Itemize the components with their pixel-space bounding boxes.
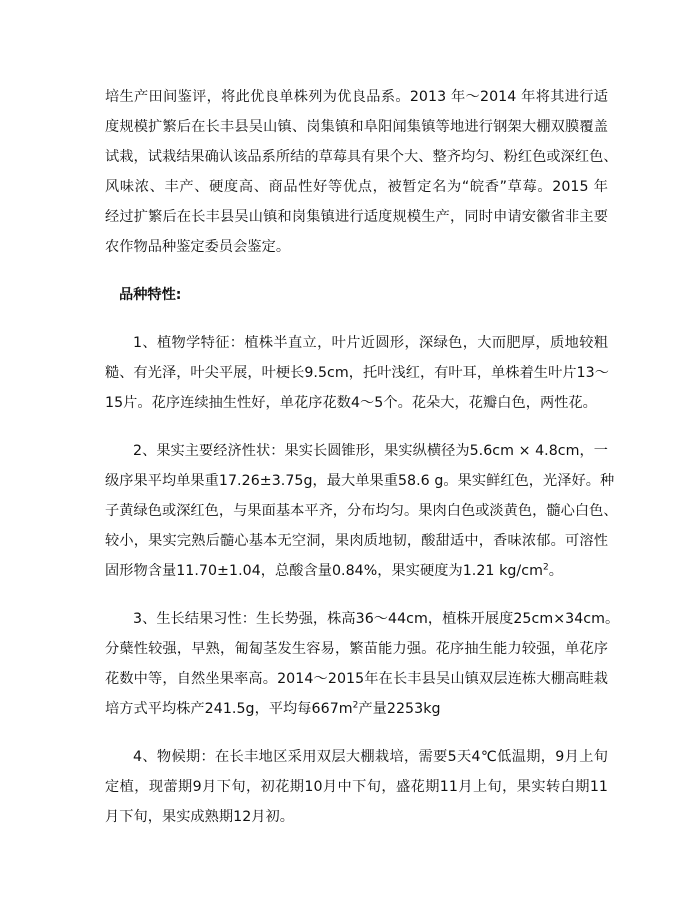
growth-habit-paragraph bbox=[105, 604, 620, 724]
text-line: 2、果实主要经济性状：果实长圆锥形，果实纵横径为5.6cm × 4.8cm，一 bbox=[133, 443, 608, 459]
text-line: 农作物品种鉴定委员会鉴定。 bbox=[105, 239, 291, 255]
text-line: 试栽，试栽结果确认该品系所结的草莓具有果个大、整齐均匀、粉红色或深红色、 bbox=[105, 149, 618, 165]
text-line: 较小，果实完熟后髓心基本无空洞，果肉质地韧，酸甜适中，香味浓郁。可溶性 bbox=[105, 533, 608, 549]
phenology-paragraph bbox=[105, 742, 608, 832]
intro-paragraph bbox=[105, 82, 618, 262]
text-line: 风味浓、丰产、硬度高、商品性好等优点，被暂定名为“皖香”草莓。2015 年 bbox=[105, 179, 608, 195]
text-line: 花数中等，自然坐果率高。2014～2015年在长丰县吴山镇双层连栋大棚高畦栽 bbox=[105, 671, 608, 687]
text-fragment: 固形物含量11.70±1.04，总酸含量0.84%，果实硬度为1.21 kg/cm bbox=[105, 563, 543, 579]
text-line: 1、植物学特征：植株半直立，叶片近圆形，深绿色，大而肥厚，质地较粗 bbox=[133, 335, 608, 351]
section-heading: 品种特性: bbox=[119, 287, 182, 303]
fruit-traits-paragraph bbox=[105, 436, 618, 586]
text-line: 糙、有光泽，叶尖平展，叶梗长9.5cm，托叶浅红，有叶耳，单株着生叶片13～ bbox=[105, 365, 609, 381]
text-fragment: 。 bbox=[548, 563, 563, 579]
text-line: 子黄绿色或深红色，与果面基本平齐，分布均匀。果肉白色或淡黄色，髓心白色、 bbox=[105, 503, 618, 519]
text-line bbox=[105, 556, 608, 586]
superscript: 2 bbox=[352, 700, 359, 711]
text-line: 培生产田间鉴评，将此优良单株列为优良品系。2013 年～2014 年将其进行适 bbox=[105, 89, 608, 105]
text-line: 15片。花序连续抽生性好，单花序花数4～5个。花朵大，花瓣白色，两性花。 bbox=[105, 395, 597, 411]
text-line: 4、物候期：在长丰地区采用双层大棚栽培，需要5天4℃低温期，9月上旬 bbox=[133, 749, 608, 765]
text-fragment: 产量2253kg bbox=[358, 701, 441, 717]
text-line: 3、生长结果习性：生长势强，株高36～44cm，植株开展度25cm×34cm。 bbox=[133, 611, 620, 627]
text-line: 分蘖性较强，早熟，匍匐茎发生容易，繁苗能力强。花序抽生能力较强，单花序 bbox=[105, 641, 608, 657]
plant-traits-paragraph bbox=[105, 328, 608, 418]
text-line: 定植，现蕾期9月下旬，初花期10月中下旬，盛花期11月上旬，果实转白期11 bbox=[105, 779, 608, 795]
text-line: 度规模扩繁后在长丰县吴山镇、岗集镇和阜阳闻集镇等地进行钢架大棚双膜覆盖 bbox=[105, 119, 608, 135]
text-line: 月下旬，果实成熟期12月初。 bbox=[105, 809, 295, 825]
text-line: 经过扩繁后在长丰县吴山镇和岗集镇进行适度规模生产，同时申请安徽省非主要 bbox=[105, 209, 608, 225]
text-line bbox=[105, 694, 608, 724]
text-fragment: 培方式平均株产241.5g，平均每667m bbox=[105, 701, 353, 717]
superscript: 2 bbox=[542, 562, 549, 573]
text-line: 级序果平均单果重17.26±3.75g，最大单果重58.6 g。果实鲜红色，光泽好。种 bbox=[105, 473, 615, 489]
